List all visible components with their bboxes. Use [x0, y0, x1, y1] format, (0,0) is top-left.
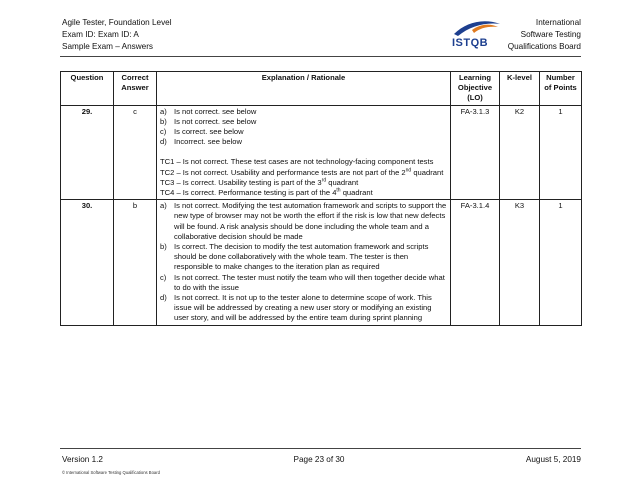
points: 1 [540, 105, 582, 200]
logo-swoosh-icon [452, 18, 502, 38]
learning-objective: FA-3.1.4 [451, 200, 500, 325]
correct-answer: c [114, 105, 157, 200]
footer-date: August 5, 2019 [525, 455, 581, 464]
table-row [61, 200, 582, 325]
header-title: Agile Tester, Foundation Level [62, 18, 172, 27]
option-item: b) Is correct. The decision to modify the test automation framework and scripts should be done collaboratively with the whole team. The tester is then responsible to make changes to the iteration plan as required [160, 242, 429, 272]
col-k-level: K-level [500, 72, 540, 106]
header-org-line-2: Software Testing [520, 30, 581, 39]
footer-page-number: Page 23 of 30 [293, 455, 345, 464]
header-exam-id: Exam ID: Exam ID: A [62, 30, 139, 39]
question-number: 29. [61, 105, 114, 200]
points: 1 [540, 200, 582, 325]
option-item: a) Is not correct. see below [160, 106, 257, 116]
answers-table [60, 71, 582, 326]
note-tc2: TC2 – Is not correct. Usability and performance tests are not part of the 2nd quadrant [160, 167, 444, 177]
col-points: Number of Points [540, 72, 582, 106]
k-level: K2 [500, 105, 540, 200]
col-learning-objective: Learning Objective (LO) [451, 72, 500, 106]
k-level: K3 [500, 200, 540, 325]
footer-copyright: © International Software Testing Qualifications Board [62, 470, 160, 475]
option-item: a) Is not correct. Modifying the test automation framework and scripts to support the new type of browser may not be worth the effort if the risk is low that new defects will be found. A risk analysis should be done including the whole team and a collaborative decision should be made [160, 201, 447, 241]
option-list [160, 201, 447, 323]
option-item: d) Is not correct. It is not up to the tester alone to determine scope of work. This issue will be addressed by creating a new user story or modifying an existing user story, and will be addressed by the entire team during sprint planning [160, 293, 432, 323]
option-item: d) Incorrect. see below [160, 137, 242, 147]
option-item: c) Is correct. see below [160, 127, 244, 137]
explanation-cell [157, 105, 451, 200]
table-header-row [61, 72, 582, 106]
header-divider [60, 56, 581, 57]
footer-divider [60, 448, 581, 449]
note-tc3: TC3 – Is correct. Usability testing is part of the 3rd quadrant [160, 177, 359, 187]
header-right [508, 17, 581, 53]
correct-answer: b [114, 200, 157, 325]
header-left [62, 17, 172, 53]
question-number: 30. [61, 200, 114, 325]
option-item: b) Is not correct. see below [160, 116, 257, 126]
option-list [160, 107, 447, 148]
test-case-notes [160, 157, 447, 198]
col-explanation: Explanation / Rationale [157, 72, 451, 106]
note-tc4: TC4 – Is correct. Performance testing is part of the 4th quadrant [160, 187, 373, 198]
footer-version: Version 1.2 [62, 455, 103, 464]
col-question: Question [61, 72, 114, 106]
header-org-line-3: Qualifications Board [507, 42, 581, 51]
istqb-logo [452, 18, 502, 52]
logo-text: ISTQB [452, 37, 489, 49]
header-org-line-1: International [535, 18, 581, 27]
option-item: c) Is not correct. The tester must notify the team who will then together decide what to do with the issue [160, 272, 445, 292]
table-row [61, 105, 582, 200]
learning-objective: FA-3.1.3 [451, 105, 500, 200]
col-correct-answer: Correct Answer [114, 72, 157, 106]
note-tc1: TC1 – Is not correct. These test cases are not technology-facing component tests [160, 157, 434, 167]
header-subtitle: Sample Exam – Answers [62, 42, 154, 51]
explanation-cell [157, 200, 451, 325]
